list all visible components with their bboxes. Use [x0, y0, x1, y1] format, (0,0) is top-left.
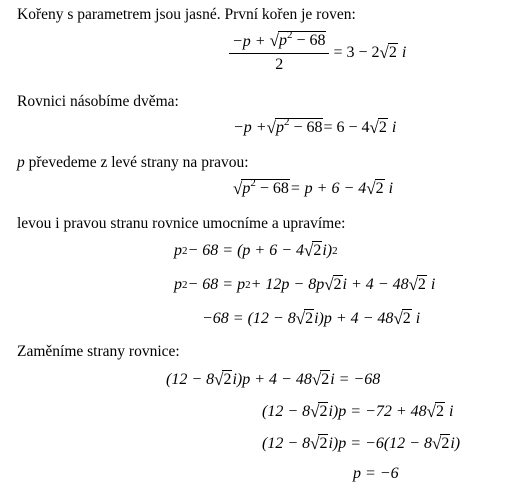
sqrt: √ $p^2 - 68$ [269, 29, 326, 50]
fraction-numerator: −p + √ $p^2 - 68$ [229, 31, 329, 54]
equation-10: p = −6 [353, 465, 399, 482]
equation-9: (12 − 8 √ 2 i)p = −6(12 − 8 √ 2 i) [262, 434, 461, 453]
equation-1: −p + √ $p^2 - 68$ 2 = 3 − 2 √ 2 i [229, 31, 406, 75]
sqrt: √ 2 [295, 309, 314, 328]
equation-2: −p + √ $p^2 - 68$ = 6 − 4 √ 2 i [233, 116, 397, 137]
equation-4: p 2 − 68 = (p + 6 − 4 √ 2 i) 2 [174, 241, 338, 260]
sqrt: √ $p^2 - 68$ [266, 116, 323, 137]
equation-6: −68 = (12 − 8 √ 2 i)p + 4 − 48 √ 2 i [202, 309, 421, 328]
text-line-2: Rovnici násobíme dvěma: [17, 93, 179, 110]
sqrt: √ 2 [431, 434, 450, 453]
sqrt: √ 2 [393, 309, 411, 328]
sqrt: √ 2 [310, 434, 328, 453]
sqrt: √ 2 [324, 275, 342, 294]
sqrt: √ 2 [379, 43, 397, 62]
sqrt: √ 2 [311, 370, 330, 389]
sqrt: √ $p^2 - 68$ [233, 177, 289, 198]
sqrt: √ 2 [369, 118, 387, 137]
text-line-4: levou i pravou stranu rovnice umocníme a upravíme: [17, 215, 346, 232]
sqrt: √ 2 [310, 402, 328, 421]
sqrt: √ 2 [304, 241, 322, 260]
sqrt: √ 2 [214, 370, 232, 389]
sqrt: √ 2 [408, 275, 426, 294]
fraction [229, 31, 329, 75]
sqrt: √ 2 [366, 179, 384, 198]
fraction-denominator: 2 [275, 56, 284, 73]
text-line-3: p převedeme z levé strany na pravou: [17, 154, 249, 171]
text-line-5: Zaměníme strany rovnice: [17, 343, 180, 360]
equation-7: (12 − 8 √ 2 i)p + 4 − 48 √ 2 i = −68 [166, 370, 381, 389]
equation-8: (12 − 8 √ 2 i)p = −72 + 48 √ 2 i [262, 402, 454, 421]
sqrt: √ 2 [426, 402, 444, 421]
equation-5: p 2 − 68 = p 2 + 12p − 8p √ 2 i + 4 − 48 √ 2 i [174, 275, 436, 294]
text-line-1: Kořeny s parametrem jsou jasné. První kořen je roven: [17, 6, 356, 23]
equation-3: √ $p^2 - 68$ = p + 6 − 4 √ 2 i [233, 177, 394, 198]
